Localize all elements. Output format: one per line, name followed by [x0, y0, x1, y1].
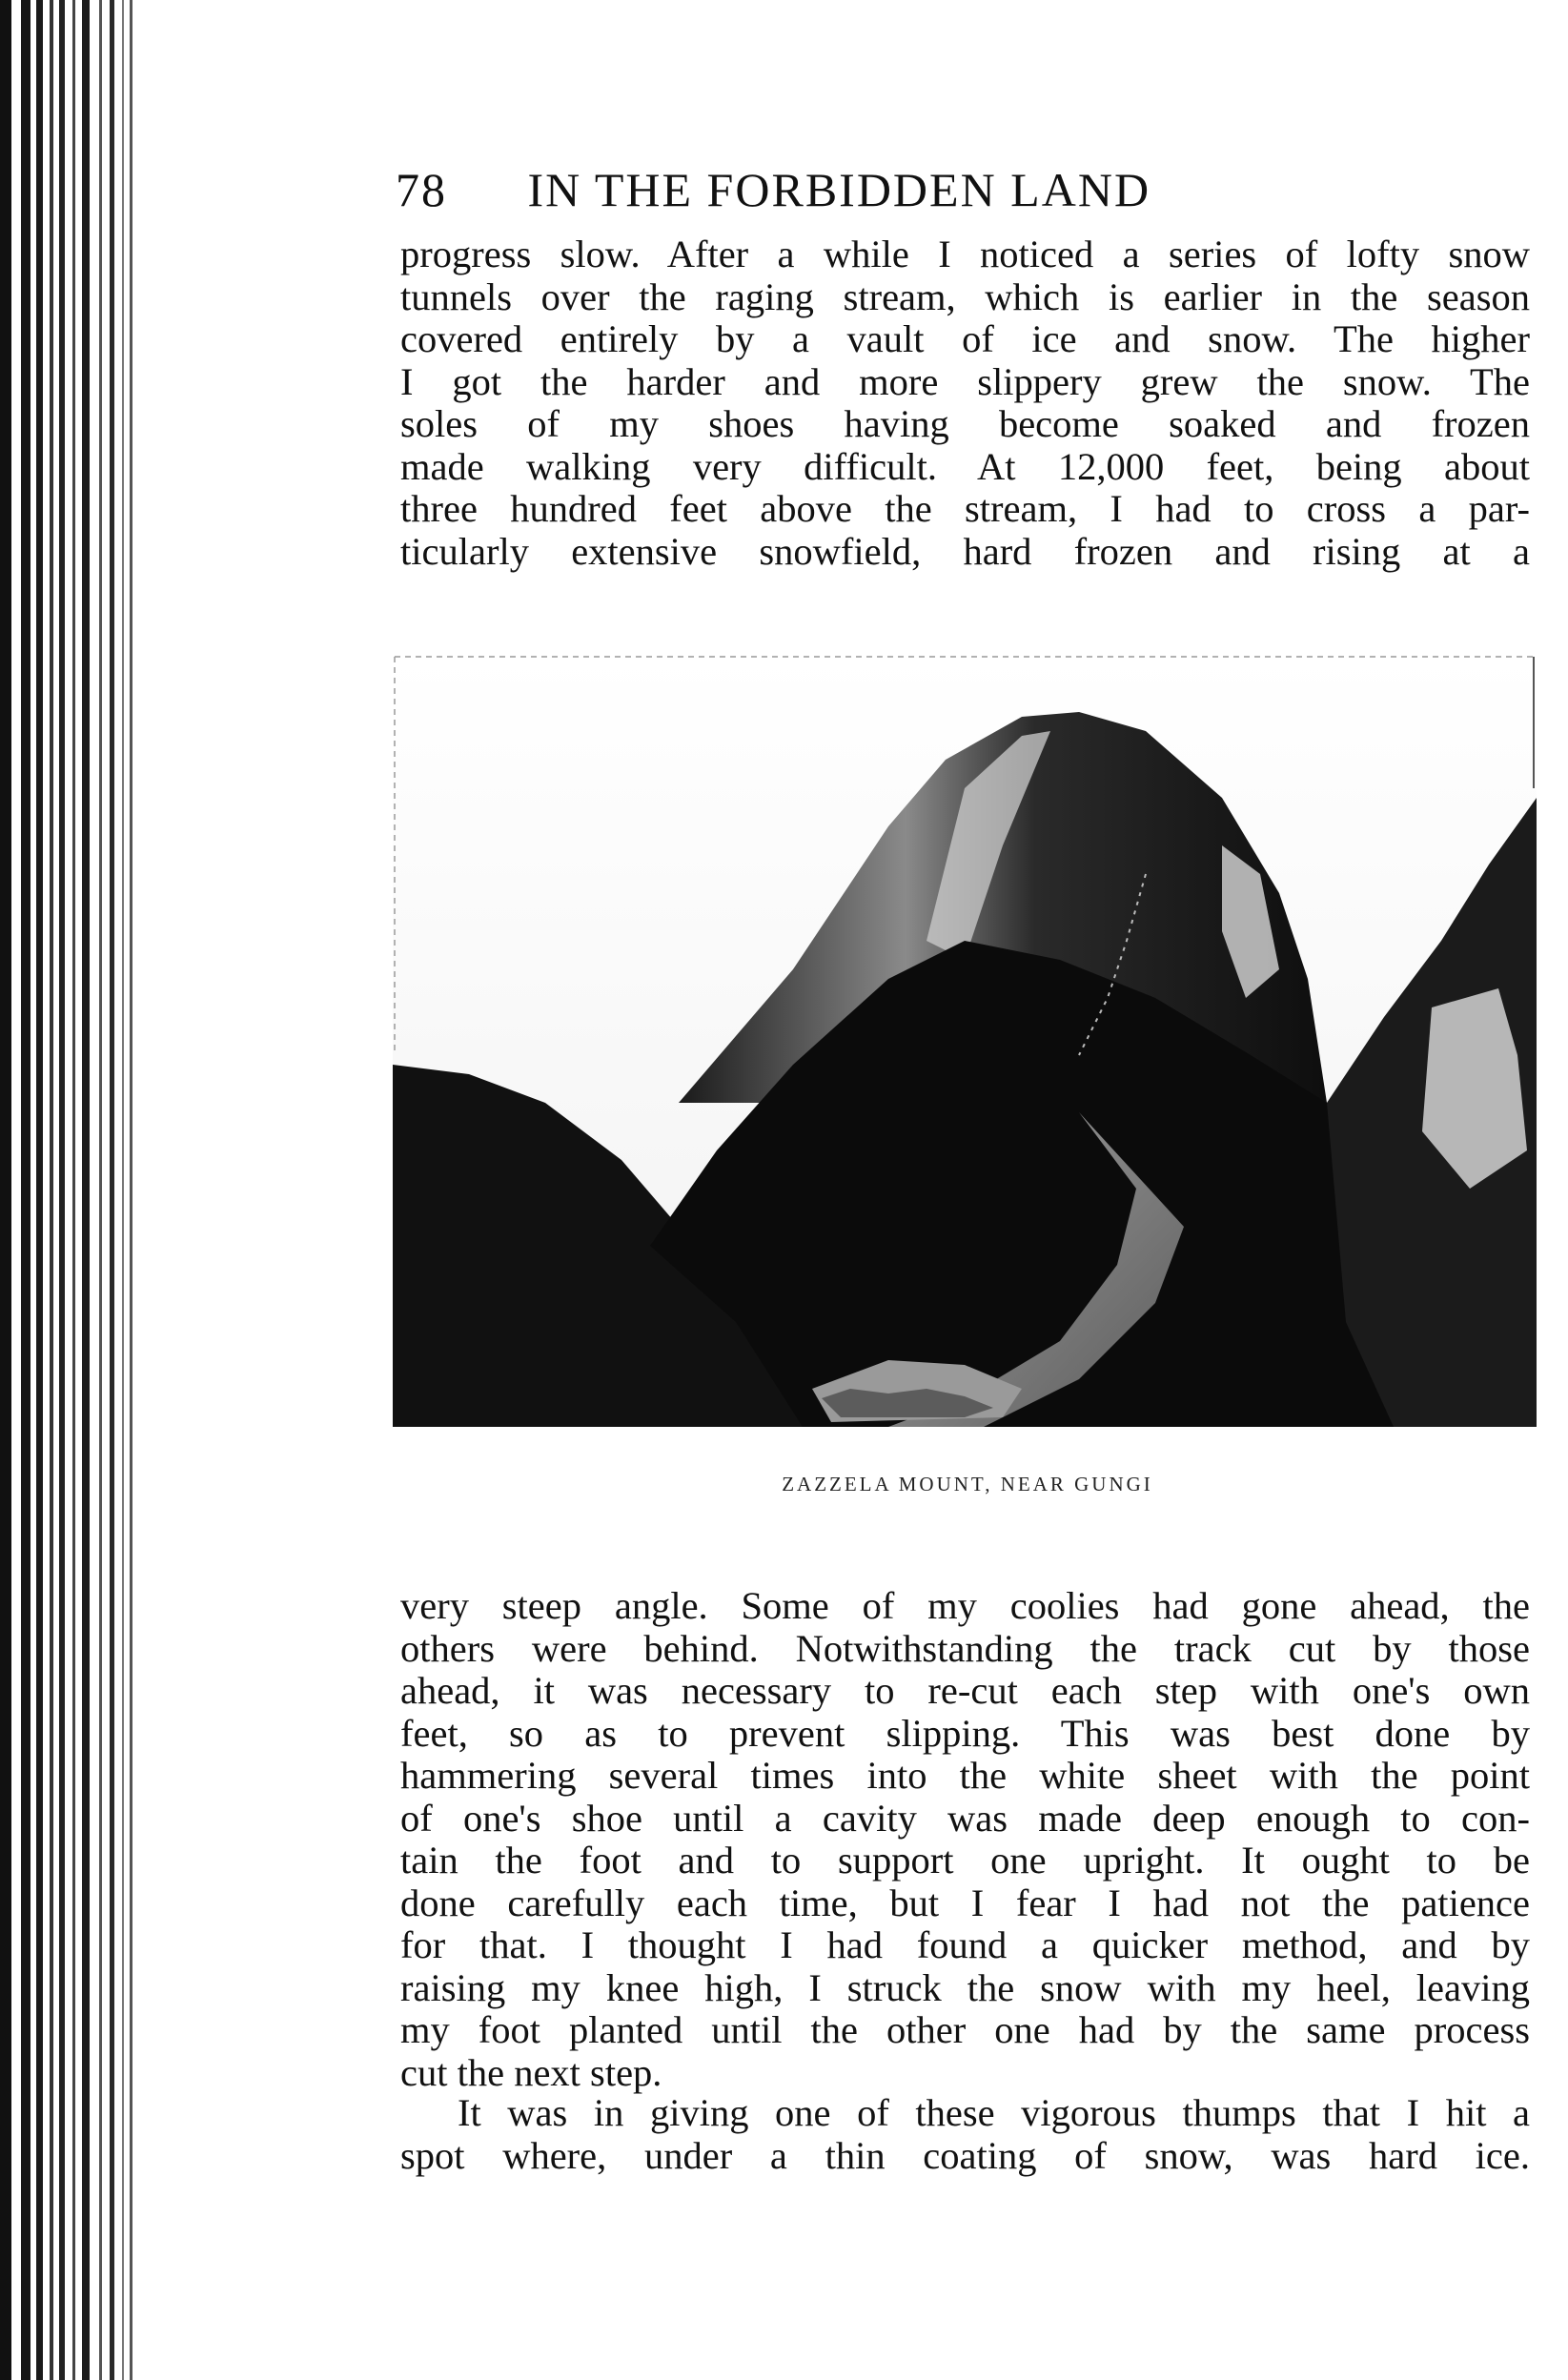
paragraph-2 [400, 1585, 1530, 2094]
text-line: covered entirely by a vault of ice and snow. The higher [400, 317, 1530, 360]
text-line: my foot planted until the other one had by the same process [400, 2008, 1530, 2051]
text-line: made walking very difficult. At 12,000 feet, being about [400, 444, 1530, 488]
paragraph-1 [400, 234, 1530, 573]
paragraph-3 [400, 2092, 1530, 2177]
mountain-photograph [393, 655, 1537, 1427]
page-header [396, 162, 1349, 219]
running-title: IN THE FORBIDDEN LAND [527, 163, 1151, 216]
text-line: spot where, under a thin coating of snow, was hard ice. [400, 2133, 1530, 2177]
text-line: raising my knee high, I struck the snow with my heel, leaving [400, 1965, 1530, 2009]
text-line: soles of my shoes having become soaked and frozen [400, 402, 1530, 445]
text-line: feet, so as to prevent slipping. This was best done by [400, 1711, 1530, 1755]
binding-edge [0, 0, 143, 2380]
text-line: three hundred feet above the stream, I had to cross a par- [400, 487, 1530, 530]
text-line: tunnels over the raging stream, which is earlier in the season [400, 275, 1530, 318]
text-line: hammering several times into the white sheet with the point [400, 1754, 1530, 1797]
text-line: It was in giving one of these vigorous thumps that I hit a [458, 2091, 1530, 2134]
text-line: for that. I thought I had found a quicker method, and by [400, 1923, 1530, 1966]
page-number: 78 [396, 163, 447, 216]
text-line: of one's shoe until a cavity was made deep enough to con- [400, 1796, 1530, 1840]
text-line: ticularly extensive snowfield, hard frozen and rising at a [400, 529, 1530, 573]
plate-caption: ZAZZELA MOUNT, NEAR GUNGI [782, 1473, 1153, 1495]
text-line: I got the harder and more slippery grew the snow. The [400, 359, 1530, 403]
text-line: done carefully each time, but I fear I had not the patience [400, 1881, 1530, 1924]
text-line: tain the foot and to support one upright. It ought to be [400, 1839, 1530, 1882]
text-line: cut the next step. [400, 2050, 662, 2094]
text-line: others were behind. Notwithstanding the track cut by those [400, 1626, 1530, 1670]
text-line: progress slow. After a while I noticed a series of lofty snow [400, 233, 1530, 275]
photo-plate [393, 655, 1537, 1427]
text-line: very steep angle. Some of my coolies had gone ahead, the [400, 1584, 1530, 1627]
text-line: ahead, it was necessary to re-cut each step with one's own [400, 1669, 1530, 1712]
